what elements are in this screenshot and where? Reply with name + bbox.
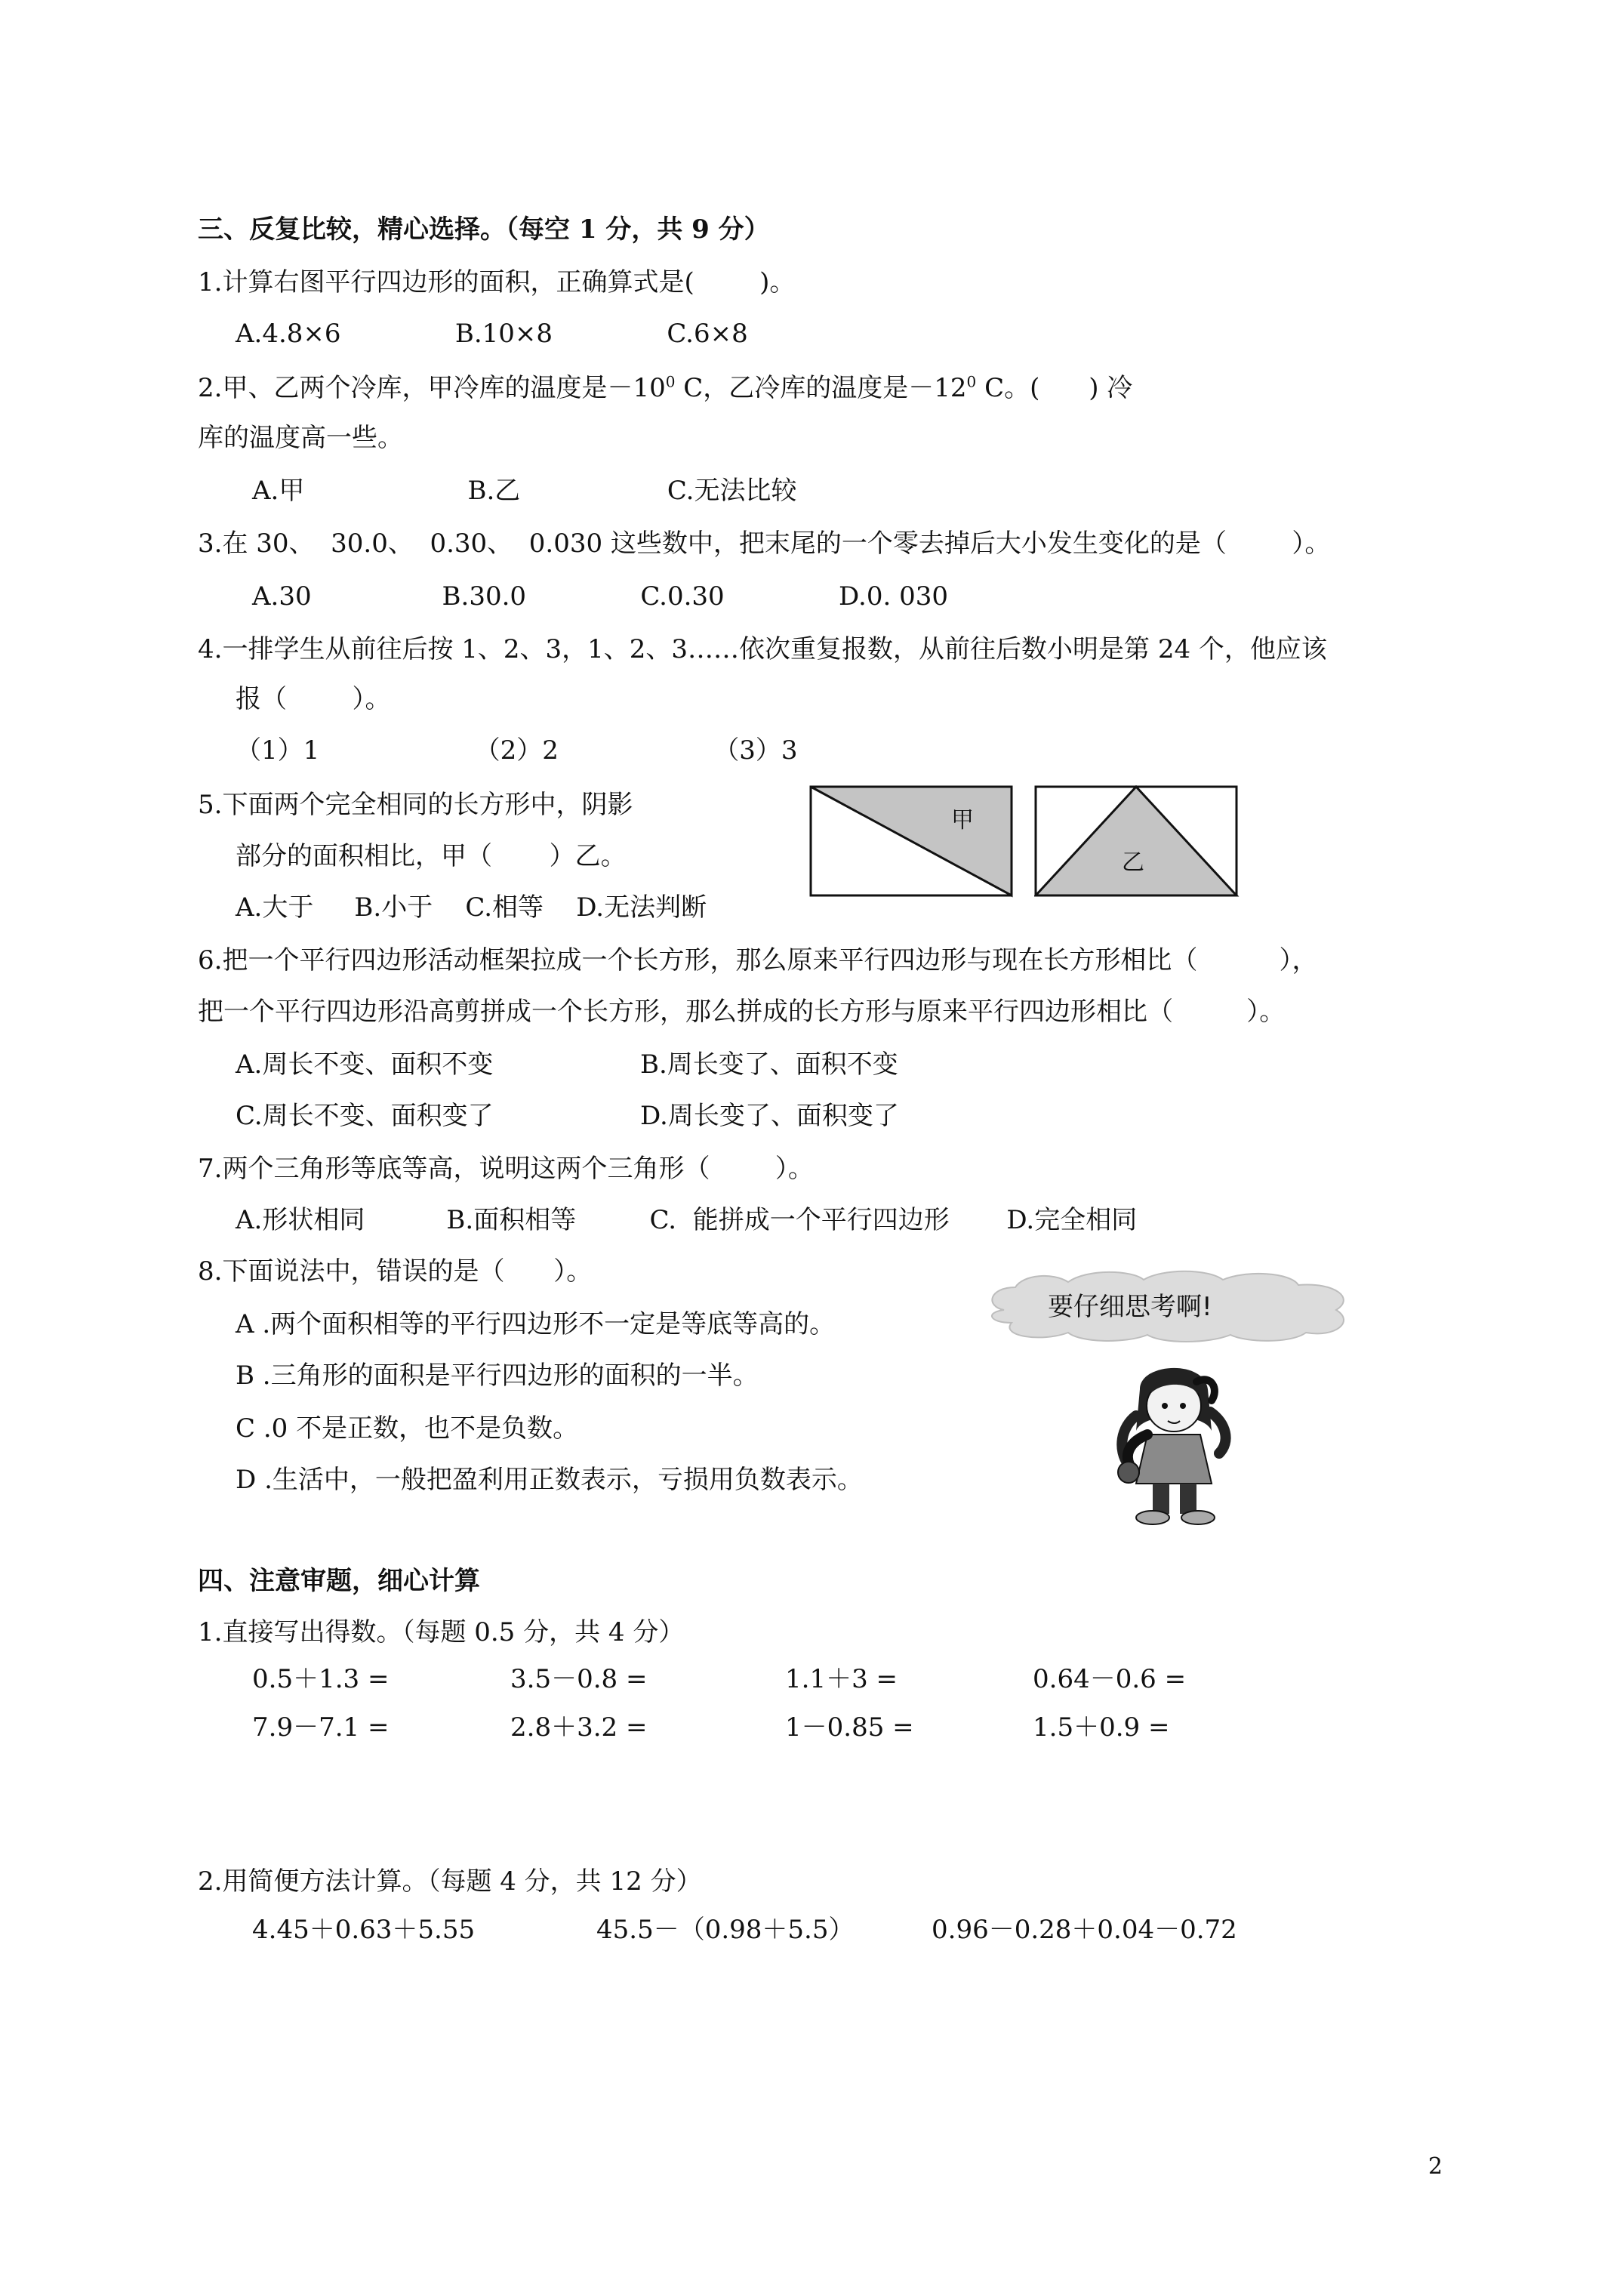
q2-stem: 2.甲、乙两个冷库，甲冷库的温度是$-10^0$ C，乙冷库的温度是$-12^0$ C。( ) 冷 — [198, 372, 1133, 403]
q3-options: A.30 B.30.0 C.0.30 D.0. 030 — [252, 581, 948, 612]
q8-option-a: A .两个面积相等的平行四边形不一定是等底等高的。 — [236, 1309, 836, 1339]
calc-item: 0.5＋1.3 = — [252, 1664, 390, 1694]
rectangle-yi-figure — [1034, 785, 1246, 903]
q4-stem-cont: 报（ ）。 — [236, 684, 391, 714]
q5-options: A.大于 B.小于 C.相等 D.无法判断 — [236, 892, 707, 923]
q8-option-b: B .三角形的面积是平行四边形的面积的一半。 — [236, 1361, 759, 1391]
calc-item: 1.1＋3 = — [785, 1664, 898, 1694]
label-jia: 甲 — [951, 807, 974, 834]
q3-stem: 3.在 30、 30.0、 0.30、 0.030 这些数中，把末尾的一个零去掉后大小发生变化的是（ ）。 — [198, 529, 1331, 559]
simplify-item: 45.5－（0.98＋5.5） — [596, 1915, 855, 1945]
bubble-text: 要仔细思考啊! — [1048, 1292, 1212, 1322]
q5-stem: 5.下面两个完全相同的长方形中，阴影 — [198, 790, 633, 820]
q1-options: A.4.8×6 B.10×8 C.6×8 — [236, 319, 748, 349]
q6-option-c: C.周长不变、面积变了 — [236, 1101, 494, 1131]
q6-option-a: A.周长不变、面积不变 — [236, 1049, 494, 1080]
calc-item: 3.5－0.8 = — [510, 1664, 648, 1694]
calc-item: 2.8＋3.2 = — [510, 1712, 648, 1743]
calc-item: 7.9－7.1 = — [252, 1712, 390, 1743]
calc-item: 0.64－0.6 = — [1033, 1664, 1187, 1694]
page-number: 2 — [1428, 2153, 1443, 2180]
calc-q2-stem: 2.用简便方法计算。（每题 4 分，共 12 分） — [198, 1866, 702, 1897]
section4-heading: 四、注意审题，细心计算 — [198, 1566, 480, 1596]
q5-stem-cont: 部分的面积相比，甲（ ）乙。 — [236, 841, 627, 871]
q6-option-d: D.周长变了、面积变了 — [640, 1101, 899, 1131]
q7-options: A.形状相同 B.面积相等 C. 能拼成一个平行四边形 D.完全相同 — [236, 1205, 1138, 1235]
calc-item: 1－0.85 = — [785, 1712, 914, 1743]
calc-q1-stem: 1.直接写出得数。（每题 0.5 分，共 4 分） — [198, 1617, 685, 1647]
calc-item: 1.5＋0.9 = — [1033, 1712, 1170, 1743]
speech-bubble — [981, 1268, 1359, 1344]
simplify-item: 4.45＋0.63＋5.55 — [252, 1915, 476, 1945]
q2-options: A.甲 B.乙 C.无法比较 — [252, 476, 797, 506]
q6-option-b: B.周长变了、面积不变 — [640, 1049, 898, 1080]
q8-stem: 8.下面说法中，错误的是（ ）。 — [198, 1256, 593, 1287]
q4-options: （1）1 （2）2 （3）3 — [236, 735, 798, 766]
q6-stem1: 6.把一个平行四边形活动框架拉成一个长方形，那么原来平行四边形与现在长方形相比（ ）， — [198, 945, 1318, 975]
q7-stem: 7.两个三角形等底等高，说明这两个三角形（ ）。 — [198, 1154, 814, 1184]
simplify-item: 0.96－0.28＋0.04－0.72 — [932, 1915, 1237, 1945]
q8-option-c: C .0 不是正数，也不是负数。 — [236, 1413, 579, 1444]
rectangle-jia-figure — [809, 785, 1021, 903]
q2-stem-cont: 库的温度高一些。 — [198, 423, 403, 453]
q8-option-d: D .生活中，一般把盈利用正数表示，亏损用负数表示。 — [236, 1465, 863, 1495]
label-yi: 乙 — [1122, 849, 1144, 876]
q6-stem2: 把一个平行四边形沿高剪拼成一个长方形，那么拼成的长方形与原来平行四边形相比（ ）。 — [198, 997, 1286, 1027]
section3-heading: 三、反复比较，精心选择。（每空 1 分，共 9 分） — [198, 214, 770, 245]
thinking-girl-illustration — [1098, 1359, 1249, 1533]
q1-stem: 1.计算右图平行四边形的面积，正确算式是( )。 — [198, 267, 796, 297]
q4-stem: 4.一排学生从前往后按 1、2、3，1、2、3……依次重复报数，从前往后数小明是第 24 个，他应该 — [198, 634, 1327, 664]
